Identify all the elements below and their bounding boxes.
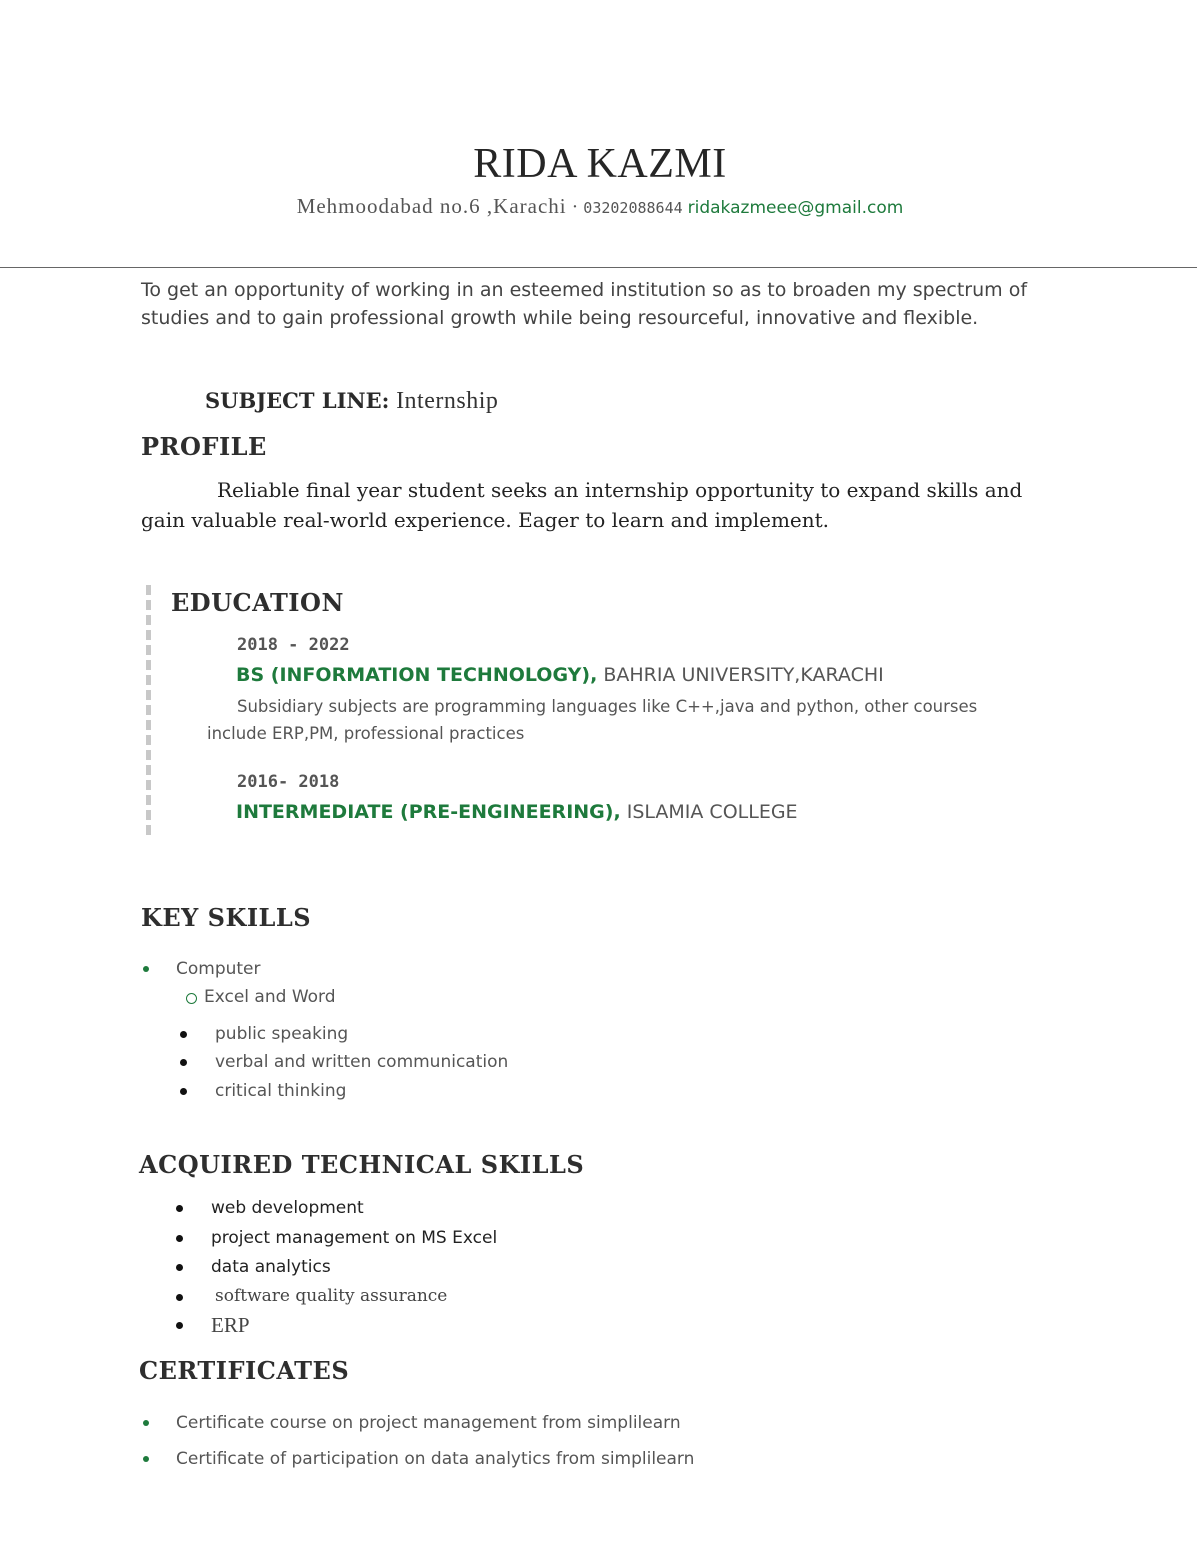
school-name: BAHRIA UNIVERSITY,KARACHI (603, 664, 884, 686)
objective-text: To get an opportunity of working in an esteemed institution so as to broaden my spectrum of studies and to gain professional growth while being resourceful, innovative and flexible. (141, 279, 1028, 329)
list-item: project management on MS Excel (211, 1228, 498, 1248)
circle-bullet-icon (186, 993, 197, 1004)
key-skills-heading: KEY SKILLS (141, 903, 312, 932)
contact-line (0, 194, 1200, 219)
bullet-icon (176, 1235, 183, 1242)
list-item: verbal and written communication (215, 1052, 509, 1072)
subject-line (205, 388, 498, 415)
phone-number: 03202088644 (583, 199, 683, 217)
bullet-icon (176, 1205, 183, 1212)
education-degree-line (236, 801, 798, 823)
bullet-icon (180, 1059, 187, 1066)
bullet-icon (176, 1264, 183, 1271)
profile-heading: PROFILE (141, 432, 267, 461)
address: Mehmoodabad no.6 ,Karachi (296, 194, 567, 218)
education-dates: 2016- 2018 (237, 772, 340, 792)
list-item: Certificate course on project management from simplilearn (176, 1413, 681, 1433)
list-item: Computer (176, 959, 261, 979)
technical-skills-heading: ACQUIRED TECHNICAL SKILLS (139, 1150, 585, 1179)
education-description: Subsidiary subjects are programming languages like C++,java and python, other courses (237, 697, 978, 716)
certificates-heading: CERTIFICATES (139, 1356, 350, 1385)
education-heading: EDUCATION (171, 588, 344, 617)
list-item: public speaking (215, 1024, 349, 1044)
list-item: critical thinking (215, 1081, 347, 1101)
bullet-icon (143, 1420, 149, 1426)
school-name: ISLAMIA COLLEGE (626, 801, 798, 823)
separator: · (571, 196, 579, 218)
education-degree-line (236, 664, 884, 686)
education-dates: 2018 - 2022 (237, 635, 350, 655)
bullet-icon (180, 1031, 187, 1038)
list-item: software quality assurance (215, 1286, 448, 1306)
education-side-bar (146, 585, 156, 835)
education-description: include ERP,PM, professional practices (207, 724, 525, 743)
list-item: ERP (211, 1313, 250, 1337)
subject-value: Internship (396, 388, 499, 414)
bullet-icon (180, 1088, 187, 1095)
list-item: web development (211, 1198, 364, 1218)
email-link[interactable]: ridakazmeee@gmail.com (687, 198, 904, 218)
list-item: Certificate of participation on data analytics from simplilearn (176, 1449, 695, 1469)
degree-title: BS (INFORMATION TECHNOLOGY), (236, 664, 598, 686)
bullet-icon (143, 1456, 149, 1462)
profile-text: Reliable final year student seeks an internship opportunity to expand skills and gain valuable real-world experience. Eager to learn and implement. (141, 478, 1023, 532)
list-item: Excel and Word (204, 987, 336, 1007)
bullet-icon (143, 966, 149, 972)
candidate-name: RIDA KAZMI (473, 141, 727, 187)
degree-title: INTERMEDIATE (PRE-ENGINEERING), (236, 801, 621, 823)
subject-label: SUBJECT LINE: (205, 388, 390, 413)
header-divider (0, 267, 1197, 268)
list-item: data analytics (211, 1257, 331, 1277)
bullet-icon (176, 1294, 183, 1301)
bullet-icon (176, 1322, 183, 1329)
